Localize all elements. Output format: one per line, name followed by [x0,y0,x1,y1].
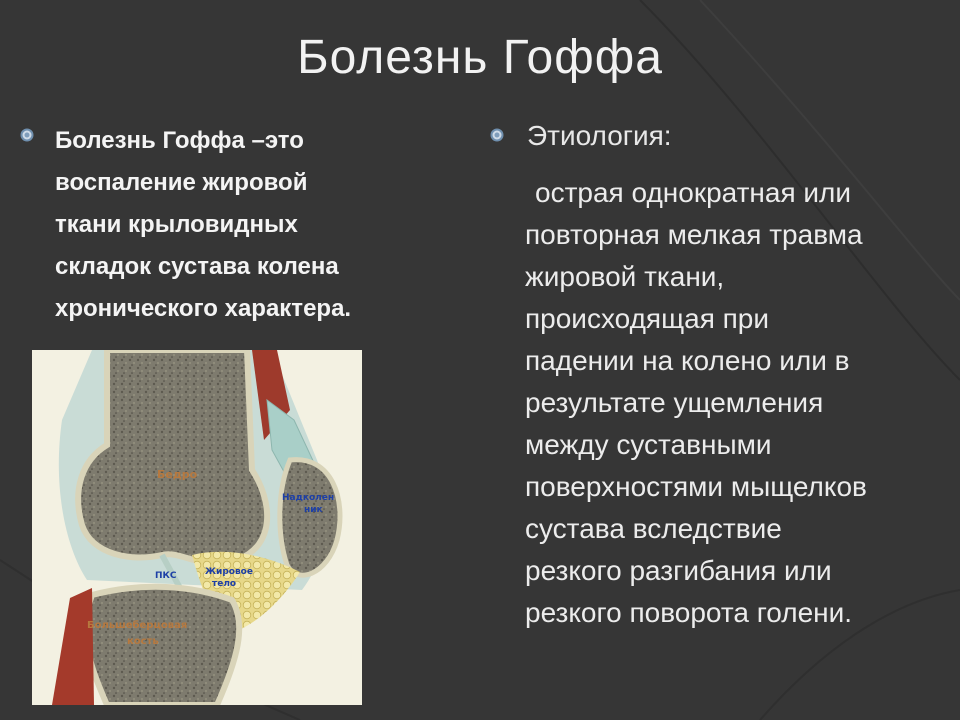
slide-title: Болезнь Гоффа [297,31,663,84]
etiology-line: резкого поворота голени. [525,597,853,628]
etiology-line: результате ущемления [525,387,824,418]
etiology-line: поверхностями мыщелков [525,471,867,502]
tibia-label-2: кость [127,636,159,647]
tibia-label: Большеберцовая [87,620,188,631]
definition-paragraph [55,120,475,330]
definition-line: воспаление жировой [55,169,308,196]
femur-shape [78,350,267,564]
patella-shape [280,460,340,576]
definition-line: складок сустава колена [55,253,339,280]
etiology-line: повторная мелкая травма [525,219,863,250]
acl-label: ПКС [155,571,177,581]
etiology-line: происходящая при [525,303,770,334]
etiology-paragraph [525,172,955,634]
fat-body-label-2: тело [212,579,237,589]
etiology-line: резкого разгибания или [525,555,832,586]
patella-label-2: ник [304,505,323,515]
patella-label: Надколен [282,493,335,503]
ring-bullet-icon [20,128,34,142]
etiology-line: сустава вследствие [525,513,782,544]
knee-joint-illustration [32,350,362,705]
etiology-line: падении на колено или в [525,345,850,376]
femur-label: Бедро [157,468,198,481]
tibia-shape [86,587,239,705]
etiology-line: жировой ткани, [525,261,725,292]
etiology-heading: Этиология: [527,120,672,151]
etiology-line: острая однократная или [535,177,852,208]
definition-line: ткани крыловидных [55,211,298,238]
etiology-line: между суставными [525,429,772,460]
fat-body-label: Жировое [205,567,253,577]
definition-line: хронического характера. [55,295,352,322]
ring-bullet-icon [490,128,504,142]
definition-line: Болезнь Гоффа –это [55,127,304,154]
